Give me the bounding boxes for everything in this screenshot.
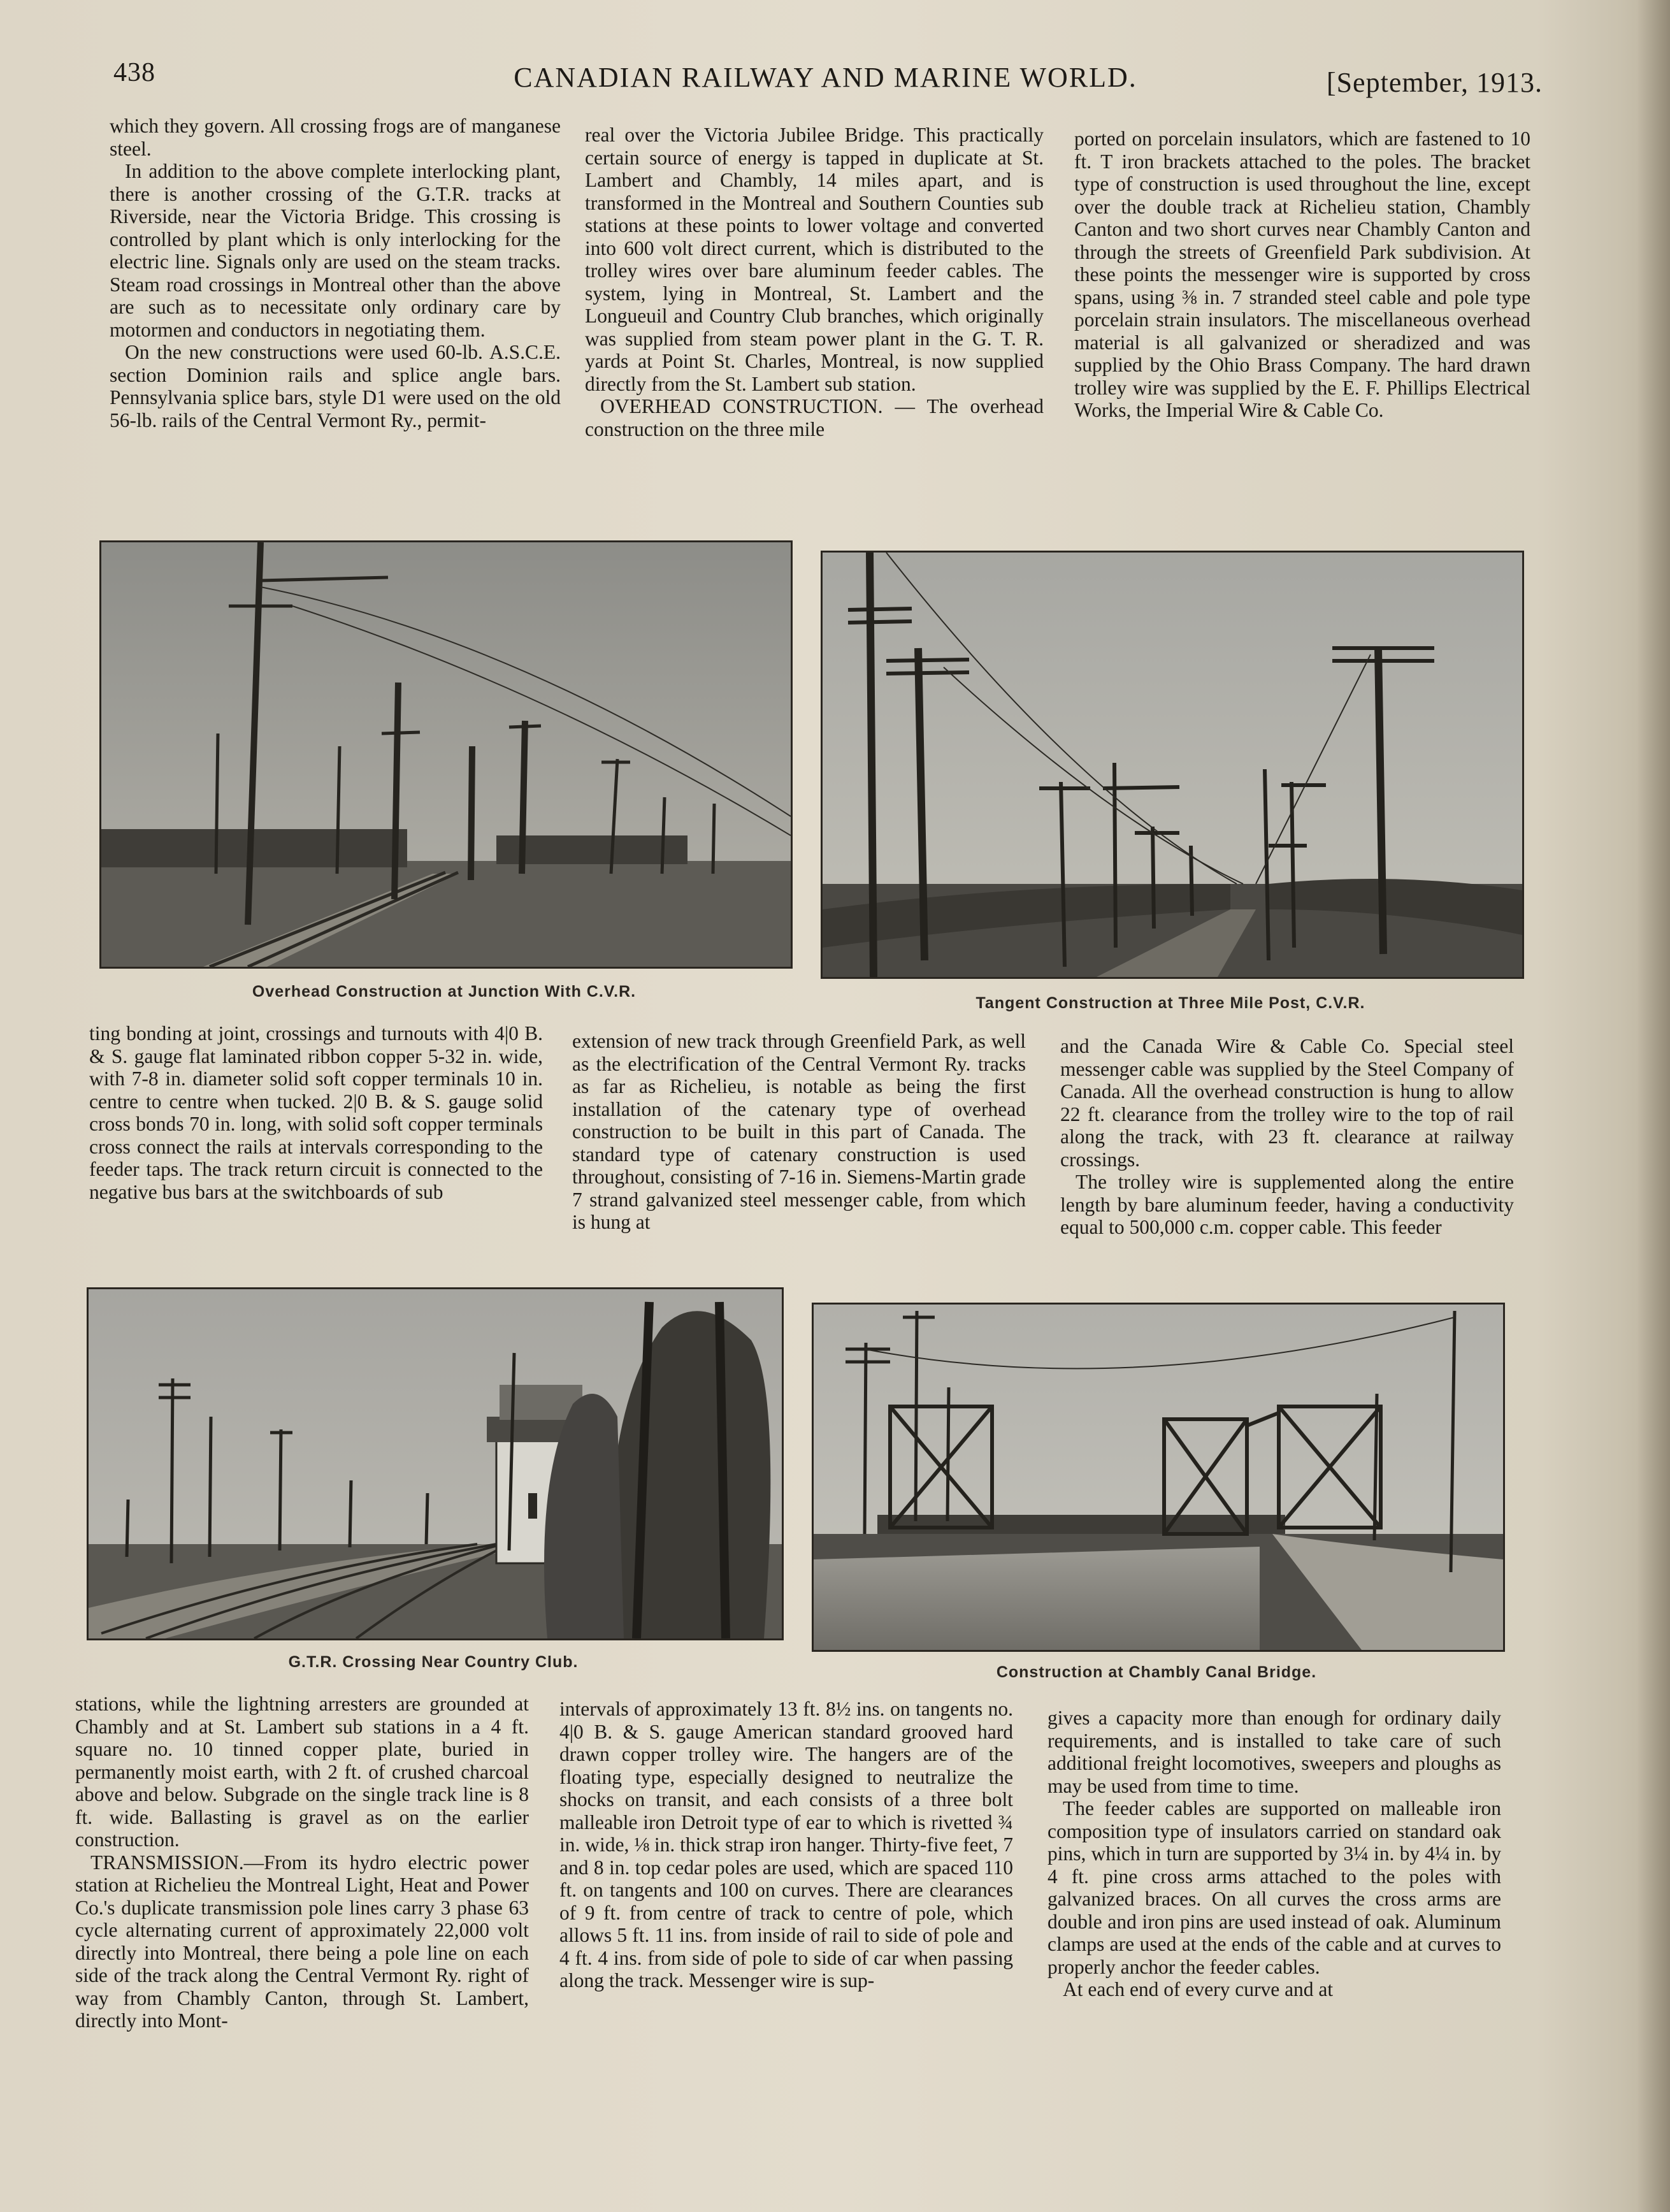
paragraph: At each end of every curve and at	[1063, 1978, 1334, 2000]
photo-caption: Tangent Construction at Three Mile Post, C.V.R.	[975, 994, 1365, 1012]
middle-column-3	[1060, 1035, 1514, 1283]
paragraph: The trolley wire is supplemented along the entire length by bare aluminum feeder, having a conductivity equal to 500,000 c.m. copper cable. This feeder	[1060, 1171, 1514, 1238]
middle-column-2	[572, 1030, 1026, 1278]
photo-tangent-construction	[821, 551, 1524, 979]
paragraph: On the new constructions were used 60-lb. A.S.C.E. section Dominion rails and splice angle bars. Pennsylvania splice bars, style D1 were used on the old 56-lb. rails of the Central Vermont Ry., permit-	[110, 341, 561, 431]
photo-illustration	[101, 542, 791, 967]
paragraph: The feeder cables are supported on malleable iron composition type of insulators carried on standard oak pins, which in turn are supported by 3¼ in. by 4¼ in. by 4 ft. pine cross arms attached to the poles with galvanized braces. On all curves the cross arms are double and iron pins are used instead of oak. Aluminum clamps are used at the ends of the cable and at curves to properly anchor the feeder cables.	[1047, 1797, 1501, 1978]
paragraph: ting bonding at joint, crossings and turnouts with 4|0 B. & S. gauge flat laminated ribbon copper 5-32 in. wide, with 7-8 in. diameter solid soft copper terminals 10 in. centre to centre when tucked. 2|0 B. & S. gauge solid cross bonds 70 in. long, with solid soft copper terminals cross connect the rails at intervals corresponding to the feeder taps. The track return circuit is connected to the negative bus bars at the switchboards of sub	[89, 1022, 543, 1203]
photo-illustration	[814, 1305, 1503, 1650]
paragraph: stations, while the lightning arresters are grounded at Chambly and at St. Lambert sub stations in a 4 ft. square no. 10 tinned copper plate, buried in permanently moist earth, with 2 ft. of crushed charcoal above and below. Subgrade on the single track line is 8 ft. wide. Ballasting is gravel as on the earlier construction.	[75, 1693, 529, 1851]
paragraph: and the Canada Wire & Cable Co. Special steel messenger cable was supplied by the Steel Company of Canada. All the overhead construction is hung to allow 22 ft. clearance from the trolley wire to the top of rail along the track, with 23 ft. clearance at railway crossings.	[1060, 1035, 1514, 1171]
photo-overhead-construction-junction	[99, 540, 793, 969]
photo-gtr-crossing	[87, 1287, 784, 1640]
photo-illustration	[823, 553, 1522, 977]
paragraph: OVERHEAD CONSTRUCTION. — The overhead construction on the three mile	[585, 395, 1044, 440]
paragraph: extension of new track through Greenfield Park, as well as the electrification of the Central Vermont Ry. tracks as far as Richelieu, is notable as being the first installation of the catenary type of overhead construction to be built in this part of Canada. The standard type of catenary construction is used throughout, consisting of 7-16 in. Siemens-Martin grade 7 strand galvanized steel messenger cable, from which is hung at	[572, 1030, 1026, 1233]
paragraph: intervals of approximately 13 ft. 8½ ins. on tangents no. 4|0 B. & S. gauge American standard grooved hard drawn copper trolley wire. The hangers are of the floating type, especially designed to neutralize the shocks on transit, and each consists of a three bolt malleable iron Detroit type of ear to which is rivetted ¾ in. wide, ⅛ in. thick strap iron hanger. Thirty-five feet, 7 and 8 in. top cedar poles are used, which are spaced 110 ft. on tangents and 100 on curves. There are clearances of 9 ft. from centre of track to centre of pole, which allows 5 ft. 11 ins. from inside of rail to side of pole and 4 ft. 4 ins. from side of pole to side of car when passing along the track. Messenger wire is sup-	[559, 1698, 1013, 1992]
paragraph: TRANSMISSION.—From its hydro electric power station at Richelieu the Montreal Light, Heat and Power Co.'s duplicate transmission pole lines carry 3 phase 63 cycle alternating current of approximately 22,000 volt directly into Montreal, there being a pole line on each side of the track along the Central Vermont Ry. right of way from Chambly Canton, through St. Lambert, directly into Mont-	[75, 1851, 529, 2032]
paragraph: ported on porcelain insulators, which are fastened to 10 ft. T iron brackets attached to the poles. The bracket type of construction is used throughout the line, except over the double track at Richelieu station, Chambly Canton and two short curves near Chambly Canton and through the streets of Greenfield Park subdivision. At these points the messenger wire is supported by cross spans, using ⅜ in. 7 stranded steel cable and pole type porcelain strain insulators. The miscellaneous overhead material is all galvanized or sheradized and was supplied by the Ohio Brass Company. The hard drawn trolley wire was supplied by the E. F. Phillips Electrical Works, the Imperial Wire & Cable Co.	[1074, 127, 1530, 421]
running-header	[108, 52, 1543, 97]
photo-caption: Overhead Construction at Junction With C.V.R.	[252, 983, 637, 1001]
top-column-3	[1074, 127, 1530, 529]
paragraph: which they govern. All crossing frogs are of manganese steel.	[110, 115, 561, 160]
bottom-column-2	[559, 1698, 1013, 2106]
top-column-2	[585, 124, 1044, 525]
page-fold-shadow	[1637, 0, 1670, 2212]
page-number: 438	[113, 58, 155, 87]
issue-date: [September, 1913.	[1326, 67, 1543, 98]
photo-chambly-canal-bridge	[812, 1303, 1505, 1652]
middle-column-1	[89, 1022, 543, 1271]
paragraph: real over the Victoria Jubilee Bridge. This practically certain source of energy is tapped in duplicate at St. Lambert and Chambly, 14 miles apart, and is transformed in the Montreal and Southern Counties sub stations at these points to lower voltage and converted into 600 volt direct current, which is distributed to the trolley wires over bare aluminum feeder cables. The system, lying in Montreal, St. Lambert and the Longueuil and Country Club branches, which originally was supplied from steam power plant in the G. T. R. yards at Point St. Charles, Montreal, is now supplied directly from the St. Lambert sub station.	[585, 124, 1044, 395]
bottom-column-3	[1047, 1707, 1501, 2114]
paragraph: In addition to the above complete interlocking plant, there is another crossing of the G.T.R. tracks at Riverside, near the Victoria Bridge. This crossing is controlled by plant which is only interlocking for the electric line. Signals only are used on the steam tracks. Steam road crossings in Montreal other than the above are such as to necessitate only ordinary care by motormen and conductors in negotiating them.	[110, 160, 561, 341]
bottom-column-1	[75, 1693, 529, 2094]
photo-illustration	[89, 1289, 782, 1638]
photo-caption: Construction at Chambly Canal Bridge.	[996, 1663, 1317, 1681]
publication-title: CANADIAN RAILWAY AND MARINE WORLD.	[514, 62, 1137, 93]
paragraph: gives a capacity more than enough for ordinary daily requirements, and is installed to take care of such additional freight locomotives, sweepers and ploughs as may be used from time to time.	[1047, 1707, 1501, 1797]
photo-caption: G.T.R. Crossing Near Country Club.	[288, 1653, 579, 1671]
top-column-1	[110, 115, 561, 523]
